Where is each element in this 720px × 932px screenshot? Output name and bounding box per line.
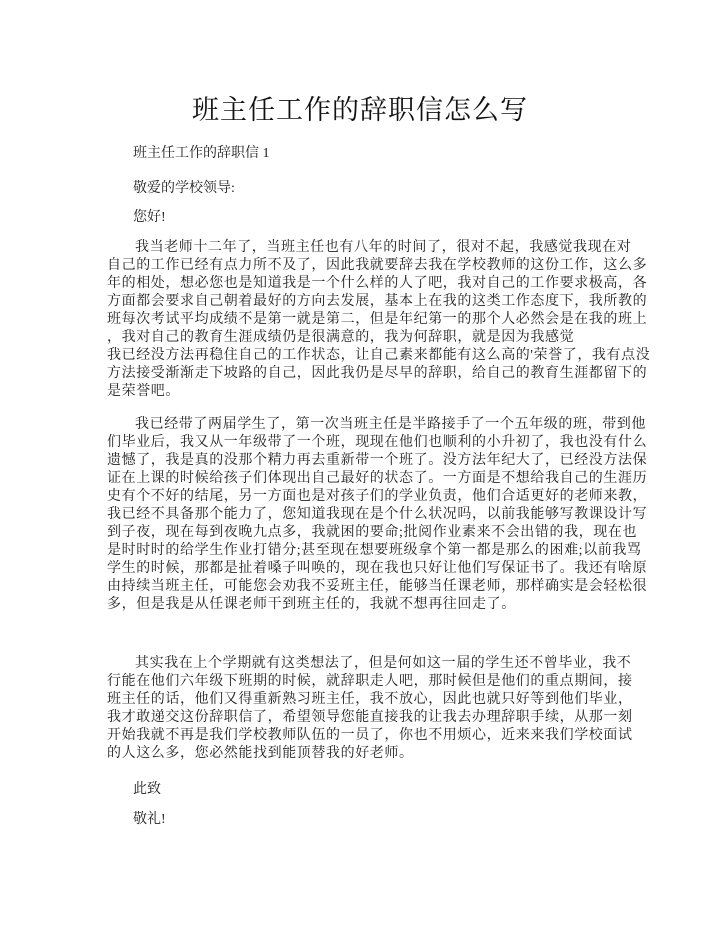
paragraph-line: 证在上课的时候给孩子们体现出自己最好的状态了。一方面是不想给我自己的生涯历: [107, 471, 648, 486]
regards: 敬礼!: [133, 812, 166, 827]
paragraph-line: 我已经不具备那个能力了，您知道我现在是个什么状况吗，以前我能够写教课设计写: [107, 507, 648, 522]
paragraph-line: 我当老师十二年了，当班主任也有八年的时间了，很对不起，我感觉我现在对: [135, 240, 632, 255]
paragraph-line: 是时时时的给学生作业打错分;甚至现在想要班级拿个第一都是那么的困难;以前我骂: [107, 543, 642, 558]
paragraph-line: 方法接受渐渐走下坡路的自己，因此我仍是尽早的辞职，给自己的教育生涯都留下的: [107, 366, 648, 381]
paragraph-line: 学生的时候，那都是扯着嗓子叫唤的，现在我也只好让他们写保证书了。我还有啥原: [107, 561, 648, 576]
paragraph-line: 方面都会要求自己朝着最好的方向去发展，基本上在我的这类工作态度下，我所教的: [107, 294, 648, 309]
paragraph-line: 其实我在上个学期就有这类想法了，但是何如这一届的学生还不曾毕业，我不: [135, 656, 632, 671]
greeting: 您好!: [133, 210, 166, 225]
paragraph-line: 们毕业后，我又从一年级带了一个班，现现在他们也顺利的小升初了，我也没有什么: [107, 435, 648, 450]
document-title: 班主任工作的辞职信怎么写: [192, 95, 528, 125]
paragraph-line: 是荣誉吧。: [107, 384, 180, 399]
paragraph-line: 班每次考试平均成绩不是第一就是第二，但是年纪第一的那个人必然会是在我的班上: [107, 312, 648, 327]
paragraph-line: 班主任的话，他们又得重新熟习班主任，我不放心，因此也就只好等到他们毕业，: [107, 692, 633, 707]
paragraph-line: 遗憾了，我是真的没那个精力再去重新带一个班了。没方法年纪大了，已经没方法保: [107, 453, 648, 468]
paragraph-line: 行能在他们六年级下班期的时候，就辞职走人吧，那时候但是他们的重点期间，接: [107, 674, 633, 689]
paragraph-line: 多，但是我是从任课老师干到班主任的，我就不想再往回走了。: [107, 597, 516, 612]
paragraph-line: 我才敢递交这份辞职信了，希望领导您能直接我的让我去办理辞职手续，从那一刻: [107, 710, 633, 725]
paragraph-3: [107, 655, 633, 763]
salutation: 敬爱的学校领导:: [133, 181, 235, 196]
paragraph-line: 的人这么多，您必然能找到能顶替我的好老师。: [107, 746, 414, 761]
paragraph-line: 到子夜，现在每到夜晚九点多，我就困的要命;批阅作业素来不会出错的我，现在也: [107, 525, 638, 540]
paragraph-line: 年的相处，想必您也是知道我是一个什么样的人了吧，我对自己的工作要求极高，各: [107, 276, 648, 291]
paragraph-1: [107, 239, 651, 401]
paragraph-line: 我已经没方法再稳住自己的工作状态，让自己素来都能有这么高的'荣誉了，我有点没: [107, 348, 651, 363]
paragraph-line: 史有个不好的结尾，另一方面也是对孩子们的学业负责，他们合适更好的老师来教，: [107, 489, 648, 504]
paragraph-line: 由持续当班主任，可能您会劝我不妥班主任，能够当任课老师，那样确实是会轻松很: [107, 579, 648, 594]
paragraph-line: 我已经带了两届学生了，第一次当班主任是半路接手了一个五年级的班，带到他: [135, 417, 646, 432]
paragraph-2: [107, 416, 648, 614]
paragraph-line: 自己的工作已经有点力所不及了，因此我就要辞去我在学校教师的这份工作，这么多: [107, 258, 648, 273]
letter-heading: 班主任工作的辞职信 1: [133, 146, 270, 161]
paragraph-line: 开始我就不再是我们学校教师队伍的一员了，你也不用烦心，近来来我们学校面试: [107, 728, 633, 743]
paragraph-line: ，我对自己的教育生涯成绩仍是很满意的，我为何辞职，就是因为我感觉: [107, 330, 575, 345]
closing: 此致: [133, 782, 161, 797]
